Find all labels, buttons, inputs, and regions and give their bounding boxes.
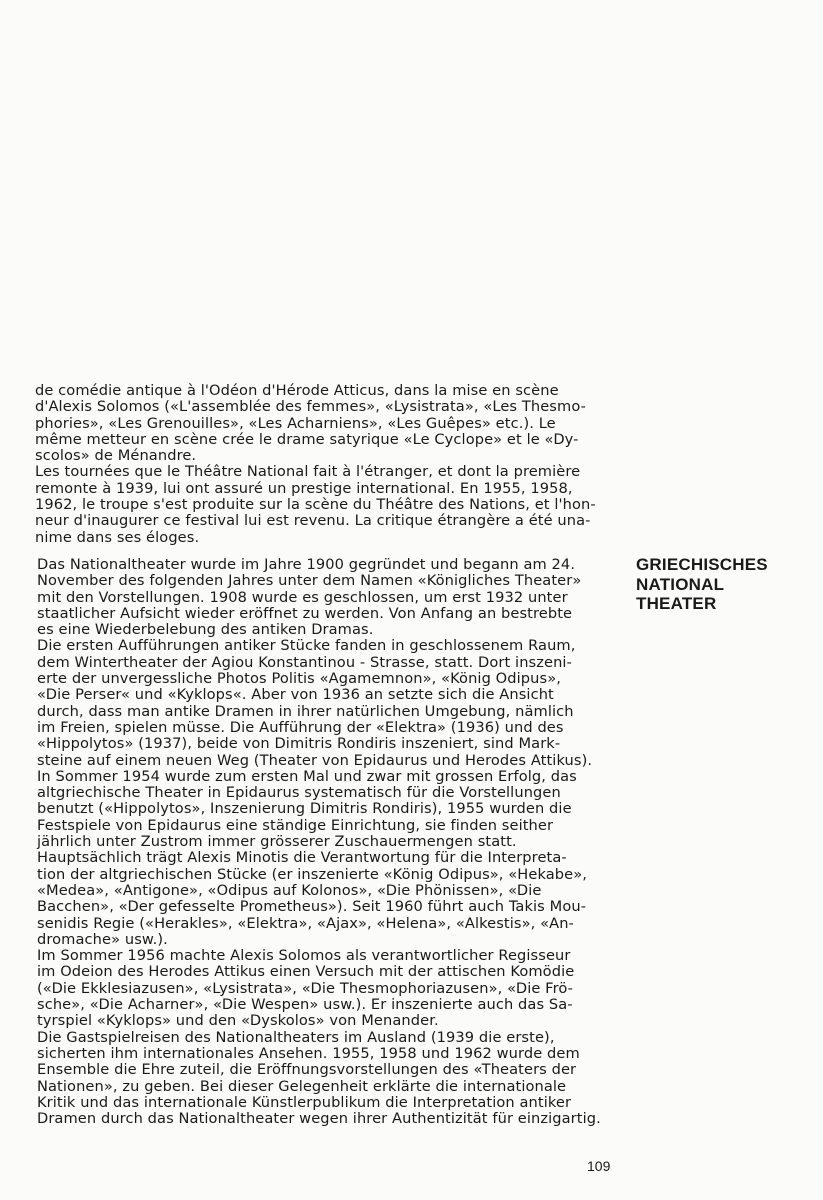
text-line: scolos» de Ménandre. [35,447,197,465]
text-line: Das Nationaltheater wurde im Jahre 1900 gegründet und begann am 24. [37,556,576,573]
text-line: Dramen durch das Nationaltheater wegen ihrer Authentizität für einzigartig. [37,1110,601,1128]
text-line: benutzt («Hippolytos», Inszenierung Dimitris Rondiris), 1955 wurden die [37,800,572,818]
text-line: («Die Ekklesiazusen», «Lysistrata», «Die Thesmophoriazusen», «Die Frö- [37,979,574,997]
text-line: «Die Perser« und «Kyklops«. Aber von 1936 an setzte sich die Ansicht [37,686,554,704]
text-line: de comédie antique à l'Odéon d'Hérode Atticus, dans la mise en scène [35,382,559,399]
text-line: durch, dass man antike Dramen in ihrer natürlichen Umgebung, nämlich [37,702,574,720]
text-line: In Sommer 1954 wurde zum ersten Mal und zwar mit grossen Erfolg, das [37,767,577,785]
text-line: Die Gastspielreisen des Nationaltheaters im Ausland (1939 die erste), [37,1028,555,1046]
text-line: remonte à 1939, lui ont assuré un prestige international. En 1955, 1958, [35,479,573,497]
text-line: «Hippolytos» (1937), beide von Dimitris Rondiris inszeniert, sind Mark- [37,735,561,753]
text-line: Ensemble die Ehre zuteil, die Eröffnungsvorstellungen des «Theaters der [37,1061,577,1079]
text-line: Les tournées que le Théâtre National fait à l'étranger, et dont la première [35,463,581,481]
text-line: tion der altgriechischen Stücke (er inszenierte «König Odipus», «Hekabe», [37,865,588,883]
text-line: neur d'inaugurer ce festival lui est revenu. La critique étrangère a été una- [35,512,591,530]
heading-line: GRIECHISCHES [636,555,768,574]
text-line: November des folgenden Jahres unter dem Namen «Königliches Theater» [37,572,582,590]
section-heading [636,555,768,614]
text-line: dromache» usw.). [37,930,168,948]
text-line: phories», «Les Grenouilles», «Les Acharniens», «Les Guêpes» etc.). Le [35,414,556,432]
text-line: «Medea», «Antigone», «Odipus auf Kolonos», «Die Phönissen», «Die [37,881,542,899]
text-line: staatlicher Aufsicht wieder eröffnet zu werden. Von Anfang an bestrebte [37,604,573,622]
text-line: d'Alexis Solomos («L'assemblée des femmes», «Lysistrata», «Les Thesmo- [35,398,586,416]
text-line: Festspiele von Epidaurus eine ständige Einrichtung, sie finden seither [37,816,554,834]
french-paragraph [35,383,620,546]
text-line: altgriechische Theater in Epidaurus systematisch für die Vorstellungen [37,784,561,802]
text-line: Bacchen», «Der gefesselte Prometheus»). Seit 1960 führt auch Takis Mou- [37,898,587,916]
text-line: sicherten ihm internationales Ansehen. 1955, 1958 und 1962 wurde dem [37,1044,580,1062]
heading-line: THEATER [636,594,717,613]
text-line: sche», «Die Acharner», «Die Wespen» usw.). Er inszenierte auch das Sa- [37,996,573,1014]
text-line: mit den Vorstellungen. 1908 wurde es geschlossen, um erst 1932 unter [37,588,568,606]
text-line: steine auf einem neuen Weg (Theater von Epidaurus und Herodes Attikus). [37,751,593,769]
text-line: Nationen», zu geben. Bei dieser Gelegenheit erklärte die internationale [37,1077,567,1095]
text-line: jährlich unter Zustrom immer grösserer Zuschauermengen statt. [37,833,517,851]
text-line: nime dans ses éloges. [35,528,200,546]
text-line: Die ersten Aufführungen antiker Stücke fanden in geschlossenem Raum, [37,637,576,655]
text-line: même metteur en scène crée le drame satyrique «Le Cyclope» et le «Dy- [35,430,579,448]
text-line: im Freien, spielen müsse. Die Aufführung der «Elektra» (1936) und des [37,718,564,736]
text-line: im Odeion des Herodes Attikus einen Versuch mit der attischen Komödie [37,963,575,981]
heading-line: NATIONAL [636,574,725,594]
text-line: es eine Wiederbelebung des antiken Dramas. [37,621,374,639]
page-number: 109 [587,1158,611,1174]
text-line: Hauptsächlich trägt Alexis Minotis die Verantwortung für die Interpreta- [37,849,567,867]
text-line: 1962, le troupe s'est produite sur la scène du Théâtre des Nations, et l'hon- [35,496,596,514]
text-line: Im Sommer 1956 machte Alexis Solomos als verantwortlicher Regisseur [37,947,571,965]
text-line: erte der unvergessliche Photos Politis «Agamemnon», «König Odipus», [37,670,561,688]
text-line: dem Wintertheater der Agiou Konstantinou - Strasse, statt. Dort inszeni- [37,653,572,671]
german-paragraph [37,557,627,1127]
text-line: tyrspiel «Kyklops» und den «Dyskolos» von Menander. [37,1012,439,1030]
text-line: Kritik und das internationale Künstlerpublikum die Interpretation antiker [37,1093,572,1111]
text-line: senidis Regie («Herakles», «Elektra», «Ajax», «Helena», «Alkestis», «An- [37,914,574,932]
